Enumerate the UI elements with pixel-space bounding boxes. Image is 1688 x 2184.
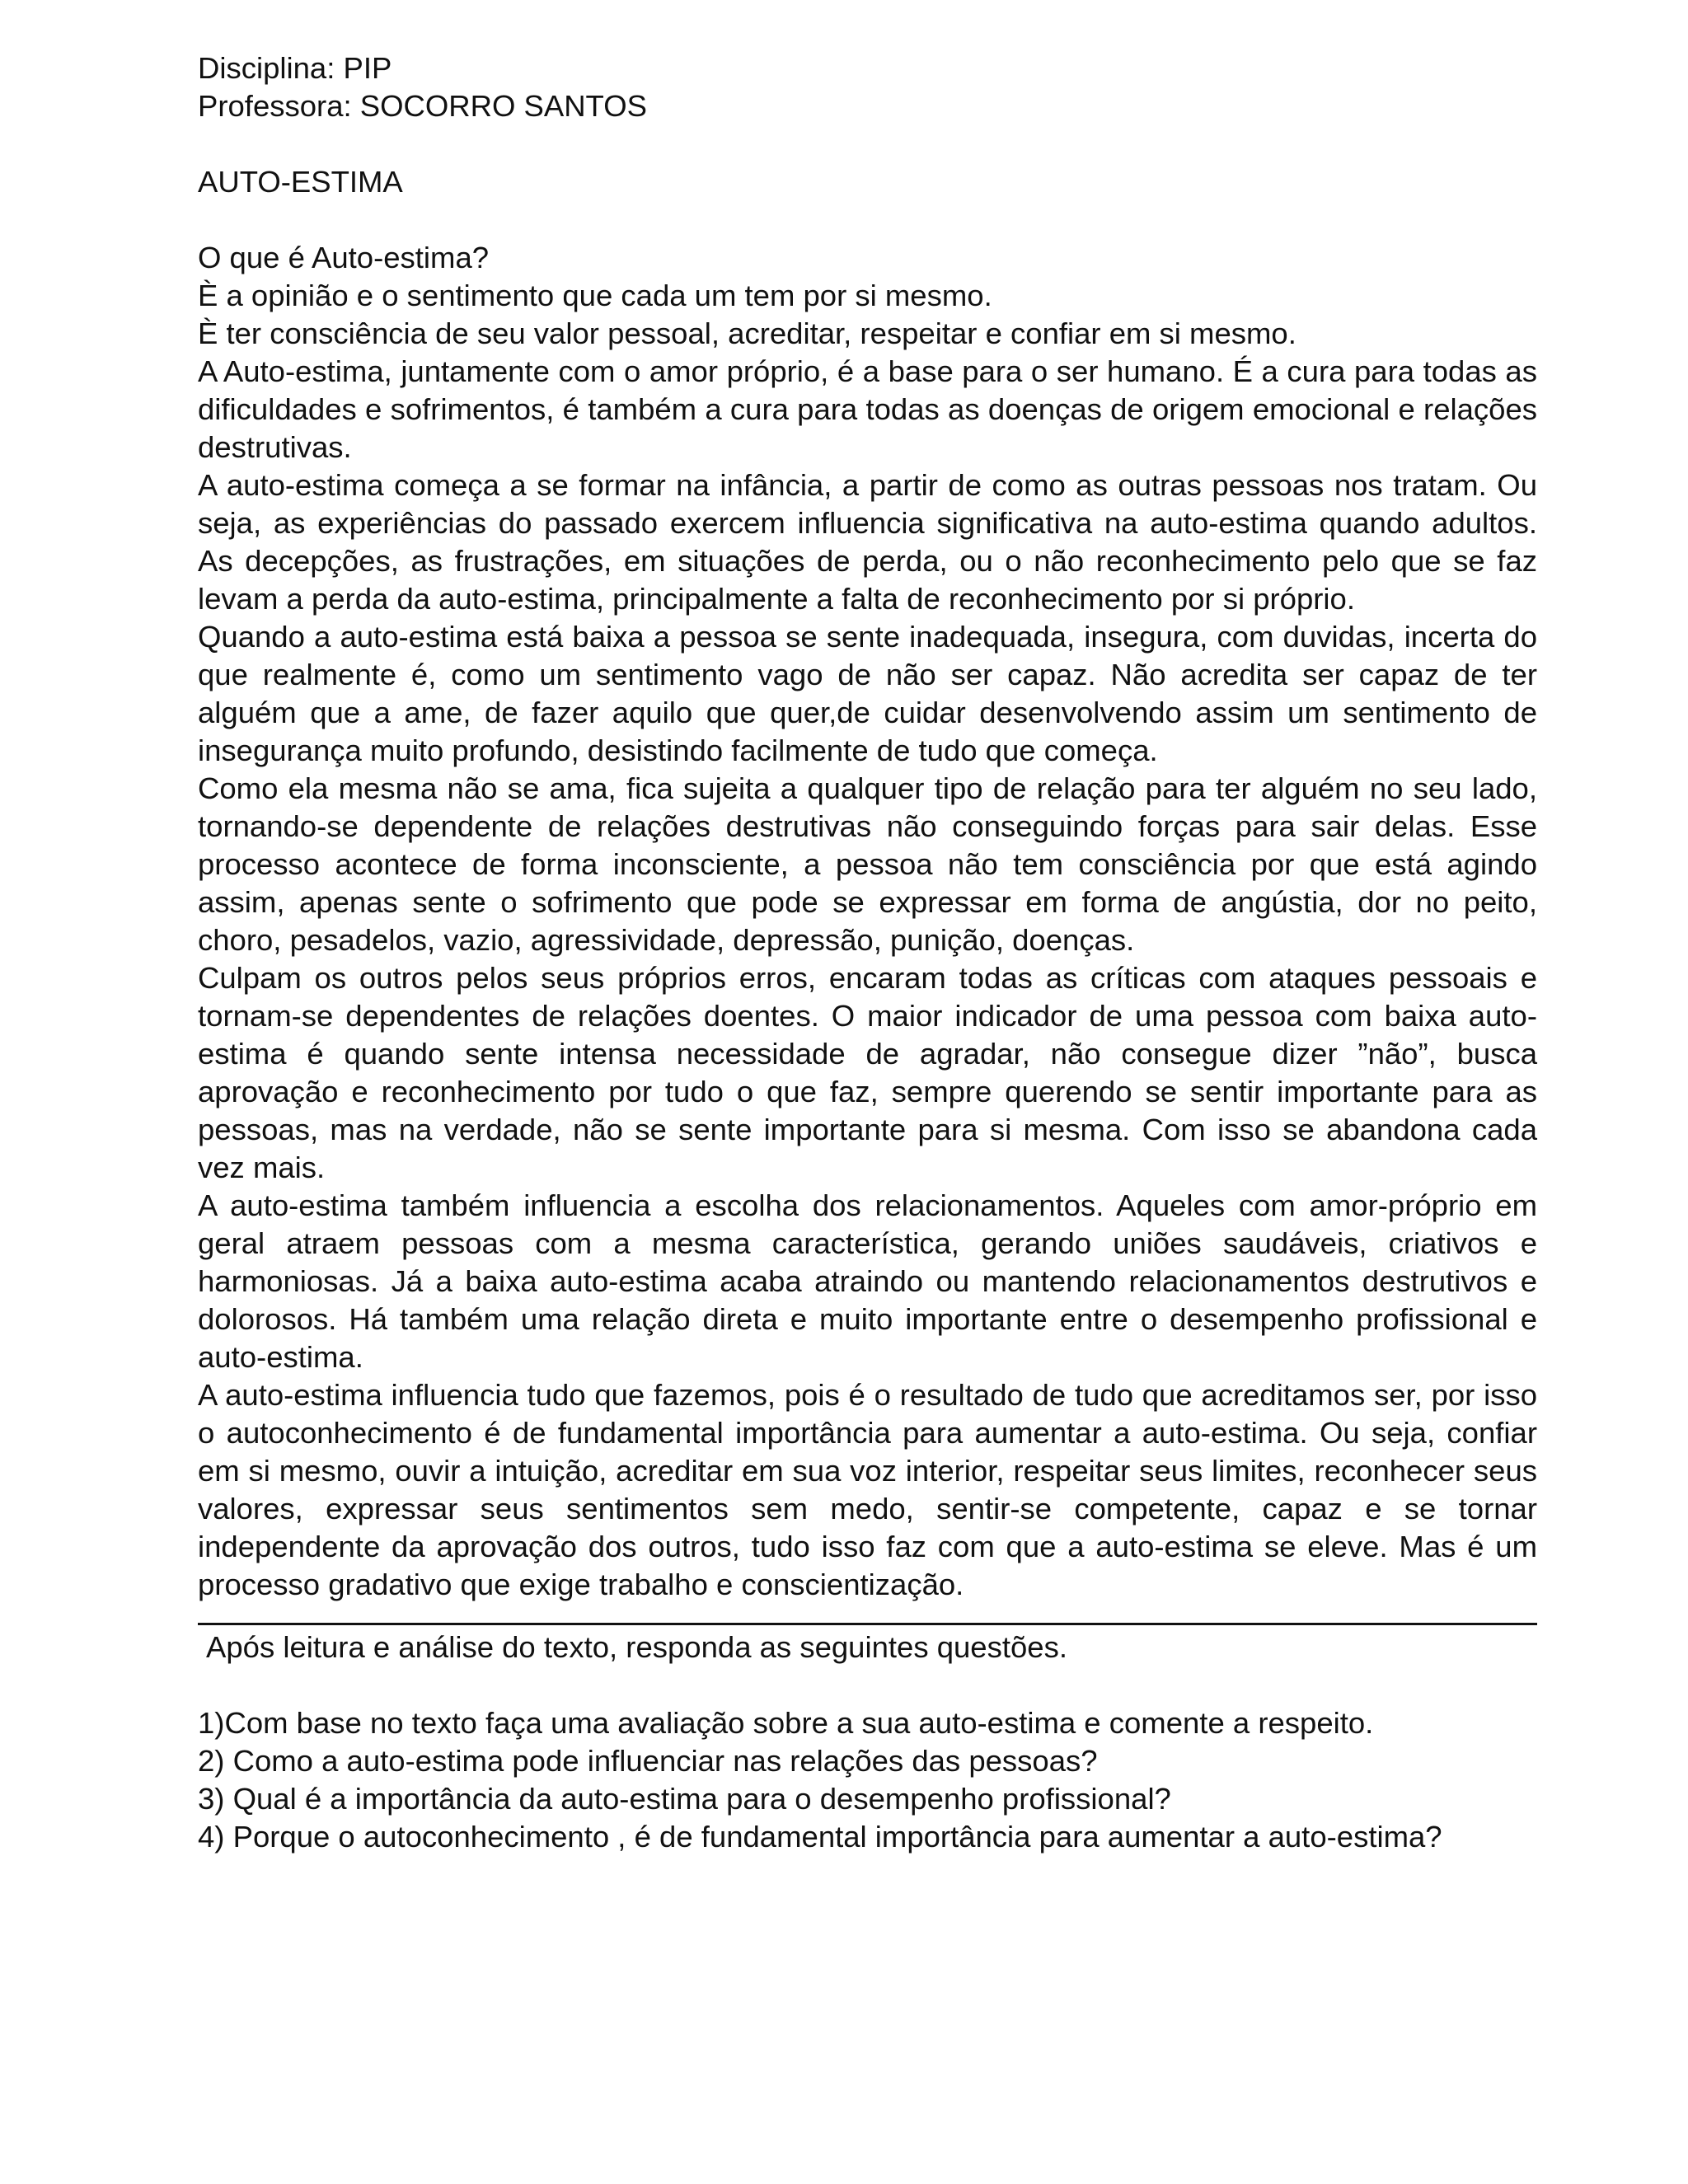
document-page <box>198 49 1537 1856</box>
paragraph: Quando a auto-estima está baixa a pessoa se sente inadequada, insegura, com duvidas, incerta do que realmente é, como um sentimento vago de não ser capaz. Não acredita ser capaz de ter alguém que a ame, de fazer aquilo que quer,de cuidar desenvolvendo assim um sentimento de insegurança muito profundo, desistindo facilmente de tudo que começa. <box>198 620 1537 767</box>
question-item: 4) Porque o autoconhecimento , é de fundamental importância para aumentar a auto-estima? <box>198 1820 1442 1854</box>
horizontal-divider <box>198 1623 1537 1625</box>
paragraph: A Auto-estima, juntamente com o amor próprio, é a base para o ser humano. É a cura para todas as dificuldades e sofrimentos, é também a cura para todas as doenças de origem emocional e relações destrutivas. <box>198 354 1537 464</box>
paragraph: A auto-estima também influencia a escolha dos relacionamentos. Aqueles com amor-próprio em geral atraem pessoas com a mesma característica, gerando uniões saudáveis, criativos e harmoniosas. Já a baixa auto-estima acaba atraindo ou mantendo relacionamentos destrutivos e dolorosos. Há também uma relação direta e muito importante entre o desempenho profissional e auto-estima. <box>198 1188 1537 1374</box>
paragraph: Culpam os outros pelos seus próprios erros, encaram todas as críticas com ataques pessoais e tornam-se dependentes de relações doentes. O maior indicador de uma pessoa com baixa auto-estima é quando sente intensa necessidade de agradar, não consegue dizer ”não”, busca aprovação e reconhecimento por tudo o que faz, sempre querendo se sentir importante para as pessoas, mas na verdade, não se sente importante para si mesma. Com isso se abandona cada vez mais. <box>198 961 1537 1184</box>
paragraph: A auto-estima influencia tudo que fazemos, pois é o resultado de tudo que acreditamos ser, por isso o autoconhecimento é de fundamental importância para aumentar a auto-estima. Ou seja, confiar em si mesmo, ouvir a intuição, acreditar em sua voz interior, respeitar seus limites, reconhecer seus valores, expressar seus sentimentos sem medo, sentir-se competente, capaz e se tornar independente da aprovação dos outros, tudo isso faz com que a auto-estima se eleve. Mas é um processo gradativo que exige trabalho e conscientização. <box>198 1378 1537 1601</box>
paragraph: A auto-estima começa a se formar na infância, a partir de como as outras pessoas nos tratam. Ou seja, as experiências do passado exercem influencia significativa na auto-estima quando adultos. As decepções, as frustrações, em situações de perda, ou o não reconhecimento pelo que se faz levam a perda da auto-estima, principalmente a falta de reconhecimento por si próprio. <box>198 468 1537 616</box>
spacer <box>198 1666 1537 1704</box>
paragraph: Como ela mesma não se ama, fica sujeita a qualquer tipo de relação para ter alguém no seu lado, tornando-se dependente de relações destrutivas não conseguindo forças para sair delas. Esse processo acontece de forma inconsciente, a pessoa não tem consciência por que está agindo assim, apenas sente o sofrimento que pode se expressar em forma de angústia, dor no peito, choro, pesadelos, vazio, agressividade, depressão, punição, doenças. <box>198 771 1537 957</box>
spacer <box>198 201 1537 239</box>
question-heading: O que é Auto-estima? <box>198 241 490 274</box>
paragraph: È ter consciência de seu valor pessoal, acreditar, respeitar e confiar em si mesmo. <box>198 316 1296 350</box>
spacer <box>198 125 1537 163</box>
teacher-line: Professora: SOCORRO SANTOS <box>198 89 647 123</box>
question-item: 2) Como a auto-estima pode influenciar nas relações das pessoas? <box>198 1744 1098 1778</box>
question-item: 1)Com base no texto faça uma avaliação sobre a sua auto-estima e comente a respeito. <box>198 1706 1374 1740</box>
document-title: AUTO-ESTIMA <box>198 165 403 199</box>
question-item: 3) Qual é a importância da auto-estima para o desempenho profissional? <box>198 1782 1171 1816</box>
instructions-line: Após leitura e análise do texto, responda as seguintes questões. <box>206 1630 1067 1664</box>
paragraph: È a opinião e o sentimento que cada um tem por si mesmo. <box>198 279 992 312</box>
discipline-line: Disciplina: PIP <box>198 51 392 85</box>
